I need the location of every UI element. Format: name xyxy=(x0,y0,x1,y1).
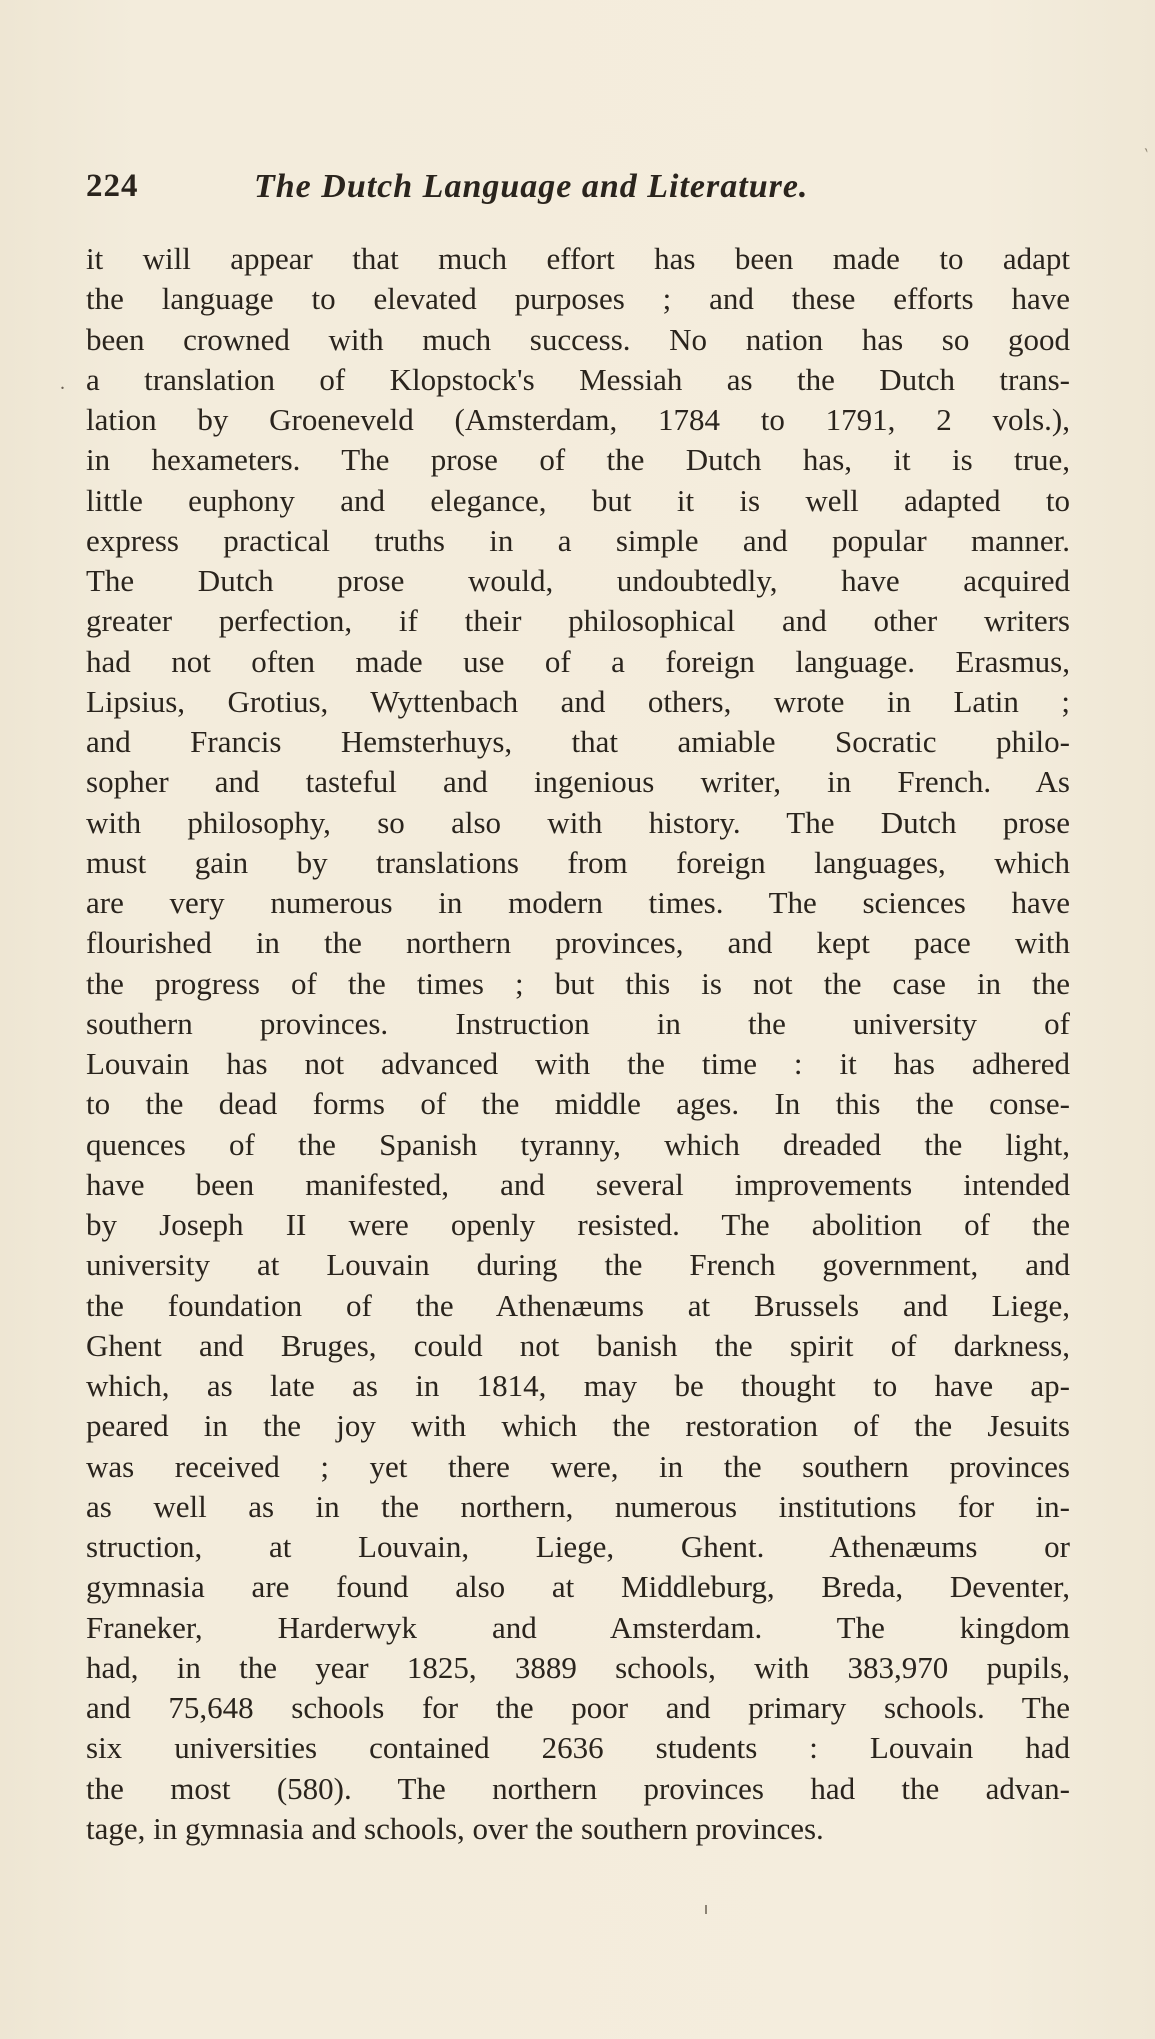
corner-tick-mark: ` xyxy=(1136,144,1152,168)
text-line: gymnasia are found also at Middleburg, Breda, Deventer, xyxy=(86,1569,1070,1605)
text-line: express practical truths in a simple and popular manner. xyxy=(86,522,1070,558)
text-line: it will appear that much effort has been made to adapt xyxy=(86,241,1070,276)
text-line: which, as late as in 1814, may be thought to have ap- xyxy=(86,1368,1070,1403)
text-line: a translation of Klopstock's Messiah as the Dutch trans- xyxy=(86,361,1070,397)
text-line: university at Louvain during the French government, and xyxy=(86,1247,1070,1283)
text-line: have been manifested, and several improvements intended xyxy=(86,1166,1070,1202)
margin-dot-mark: . xyxy=(60,372,65,394)
text-line: Lipsius, Grotius, Wyttenbach and others, wrote in Latin ; xyxy=(86,683,1070,719)
text-line: sopher and tasteful and ingenious writer, in French. As xyxy=(86,764,1070,800)
text-line: The Dutch prose would, undoubtedly, have acquired xyxy=(86,563,1070,598)
text-line: struction, at Louvain, Liege, Ghent. Athenæums or xyxy=(86,1529,1070,1564)
text-line: was received ; yet there were, in the southern provinces xyxy=(86,1448,1070,1484)
text-line: with philosophy, so also with history. The Dutch prose xyxy=(86,804,1070,840)
text-line: and Francis Hemsterhuys, that amiable Socratic philo- xyxy=(86,724,1070,759)
text-line: Louvain has not advanced with the time : it has adhered xyxy=(86,1046,1070,1081)
text-line: had not often made use of a foreign language. Erasmus, xyxy=(86,643,1070,679)
text-line: Franeker, Harderwyk and Amsterdam. The kingdom xyxy=(86,1609,1070,1645)
running-title: The Dutch Language and Literature. xyxy=(254,168,809,205)
text-line: had, in the year 1825, 3889 schools, with 383,970 pupils, xyxy=(86,1649,1070,1685)
text-line: little euphony and elegance, but it is well adapted to xyxy=(86,482,1070,518)
text-line: must gain by translations from foreign languages, which xyxy=(86,844,1070,880)
text-line: the most (580). The northern provinces had the advan- xyxy=(86,1770,1070,1806)
text-line: the foundation of the Athenæums at Brussels and Liege, xyxy=(86,1287,1070,1323)
text-line: by Joseph II were openly resisted. The abolition of the xyxy=(86,1207,1070,1242)
text-line: peared in the joy with which the restoration of the Jesuits xyxy=(86,1408,1070,1444)
text-line: to the dead forms of the middle ages. In this the conse- xyxy=(86,1086,1070,1122)
text-line: in hexameters. The prose of the Dutch has, it is true, xyxy=(86,442,1070,478)
page-header xyxy=(86,168,906,216)
page-speck xyxy=(705,1905,707,1914)
text-line: the language to elevated purposes ; and these efforts have xyxy=(86,281,1070,317)
text-line: and 75,648 schools for the poor and primary schools. The xyxy=(86,1690,1070,1725)
text-line: the progress of the times ; but this is not the case in the xyxy=(86,965,1070,1001)
text-line: quences of the Spanish tyranny, which dreaded the light, xyxy=(86,1126,1070,1162)
text-line: lation by Groeneveld (Amsterdam, 1784 to 1791, 2 vols.), xyxy=(86,402,1070,437)
text-line: Ghent and Bruges, could not banish the spirit of darkness, xyxy=(86,1327,1070,1363)
text-line: southern provinces. Instruction in the university of xyxy=(86,1005,1070,1041)
page-number: 224 xyxy=(86,168,139,204)
text-line: flourished in the northern provinces, and kept pace with xyxy=(86,925,1070,961)
text-line: been crowned with much success. No nation has so good xyxy=(86,321,1070,357)
text-line: greater perfection, if their philosophical and other writers xyxy=(86,603,1070,639)
text-line: as well as in the northern, numerous institutions for in- xyxy=(86,1488,1070,1524)
text-line: are very numerous in modern times. The sciences have xyxy=(86,885,1070,920)
text-line: tage, in gymnasia and schools, over the southern provinces. xyxy=(86,1810,824,1846)
text-line: six universities contained 2636 students : Louvain had xyxy=(86,1730,1070,1766)
body-text xyxy=(86,239,1076,1849)
